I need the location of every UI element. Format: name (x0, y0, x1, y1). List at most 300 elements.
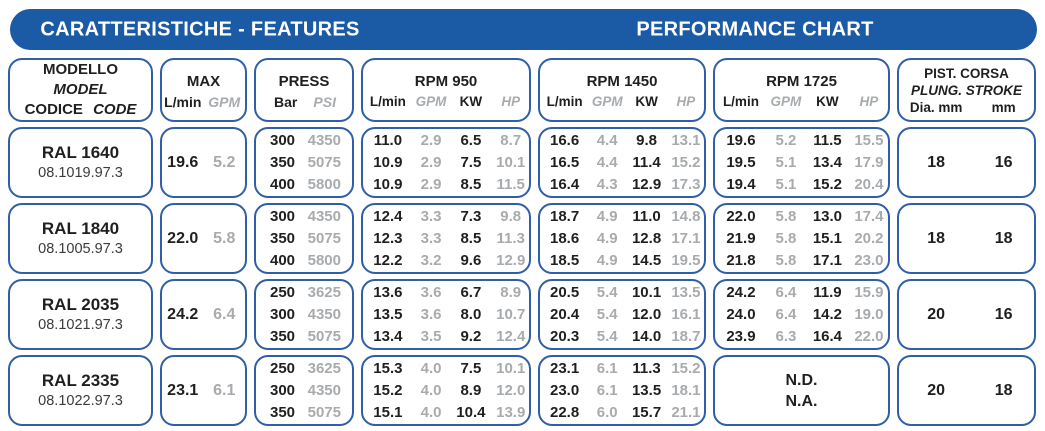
hp-value: 14.8 (671, 207, 701, 225)
lmin-unit: L/min (546, 94, 583, 109)
kw-unit: KW (816, 94, 839, 109)
rpm-row (540, 130, 704, 152)
dia-unit: Dia. mm (909, 100, 963, 115)
hp-value: 10.1 (496, 359, 526, 377)
gpm-value: 2.9 (420, 175, 442, 193)
kw-value: 7.5 (460, 359, 482, 377)
gpm-value: 4.3 (596, 175, 618, 193)
modello-label: MODELLO (43, 61, 118, 78)
hp-value: 12.4 (496, 327, 526, 345)
piston-units (899, 100, 1034, 115)
kw-value: 6.7 (460, 283, 482, 301)
rpm-row (363, 326, 529, 348)
lmin-value: 21.8 (726, 251, 756, 269)
rpm1725-cell (713, 203, 890, 274)
bar-value: 350 (270, 229, 296, 247)
rpm-row (363, 152, 529, 174)
rpm950-header-cell (361, 58, 531, 122)
piston-title2: PLUNG. STROKE (910, 83, 1022, 98)
rpm-row (363, 282, 529, 304)
gpm-value: 5.4 (596, 327, 618, 345)
kw-value: 13.0 (812, 207, 843, 225)
kw-value: 11.3 (632, 359, 661, 377)
lmin-value: 23.1 (549, 359, 580, 377)
hp-value: 17.1 (671, 229, 701, 247)
max-lmin-value: 19.6 (167, 153, 199, 171)
kw-value: 7.5 (460, 153, 482, 171)
hp-value: 23.0 (854, 251, 884, 269)
rpm1450-title: RPM 1450 (586, 73, 658, 90)
lmin-value: 19.6 (726, 131, 756, 149)
hp-value: 12.9 (496, 251, 526, 269)
lmin-value: 18.5 (549, 251, 580, 269)
gpm-value: 5.4 (596, 283, 618, 301)
code-label: CODE (93, 101, 137, 118)
model-code: 08.1019.97.3 (38, 165, 123, 181)
rpm950-cell (361, 355, 531, 426)
max-cell (160, 355, 247, 426)
max-values (162, 306, 245, 324)
gpm-value: 4.9 (596, 251, 618, 269)
max-values (162, 230, 245, 248)
model-cell (8, 279, 153, 350)
lmin-unit: L/min (722, 94, 759, 109)
hp-value: 17.4 (854, 207, 884, 225)
model-cell (8, 355, 153, 426)
bar-value: 300 (270, 207, 296, 225)
rpm-row (540, 358, 704, 380)
stroke-value: 18 (994, 381, 1013, 399)
bar-value: 300 (270, 131, 296, 149)
rpm1450-header-cell (538, 58, 706, 122)
psi-value: 4350 (307, 305, 341, 323)
lmin-value: 11.0 (373, 131, 403, 149)
rpm1725-na-cell (713, 355, 890, 426)
max-gpm-value: 5.2 (213, 153, 236, 171)
kw-value: 9.6 (460, 251, 482, 269)
lmin-value: 12.4 (373, 207, 403, 225)
gpm-value: 3.3 (420, 207, 442, 225)
press-units (256, 94, 352, 110)
hp-value: 15.5 (854, 131, 884, 149)
psi-value: 4350 (307, 131, 341, 149)
gpm-value: 3.6 (420, 283, 442, 301)
press-title: PRESS (278, 72, 330, 90)
kw-unit: KW (459, 94, 483, 109)
rpm950-cell (361, 127, 531, 198)
bar-value: 400 (270, 175, 296, 193)
stroke-value: 18 (994, 229, 1013, 247)
gpm-unit: GPM (591, 94, 623, 109)
lmin-value: 16.5 (549, 153, 580, 171)
lmin-value: 10.9 (373, 153, 403, 171)
lmin-value: 24.0 (726, 305, 756, 323)
hp-value: 13.9 (496, 403, 526, 421)
rpm-row (540, 282, 704, 304)
rpm1725-header-cell (713, 58, 890, 122)
max-header-cell (160, 58, 247, 122)
press-header-cell (254, 58, 354, 122)
hp-value: 19.0 (854, 305, 884, 323)
max-cell (160, 127, 247, 198)
rpm-row (540, 402, 704, 424)
kw-value: 6.5 (460, 131, 482, 149)
max-lmin-value: 23.1 (167, 381, 199, 399)
gpm-value: 4.0 (420, 403, 442, 421)
rpm-row (540, 228, 704, 250)
bar-unit: Bar (274, 93, 298, 110)
max-gpm-value: 6.1 (213, 381, 236, 399)
hp-value: 11.5 (496, 175, 525, 193)
gpm-value: 5.1 (775, 175, 797, 193)
gpm-value: 2.9 (420, 153, 442, 171)
hp-value: 19.5 (671, 251, 701, 269)
gpm-value: 5.8 (775, 229, 797, 247)
title-banner (10, 9, 1037, 50)
dia-value: 18 (927, 229, 946, 247)
psi-value: 5800 (307, 175, 341, 193)
hp-value: 15.9 (854, 283, 884, 301)
press-cell (254, 203, 354, 274)
model-label: MODEL (53, 81, 108, 98)
kw-value: 11.9 (813, 283, 842, 301)
rpm-row (715, 130, 888, 152)
psi-value: 5075 (307, 153, 341, 171)
lmin-value: 15.2 (373, 381, 403, 399)
dia-value: 20 (927, 381, 946, 399)
hp-value: 13.1 (671, 131, 701, 149)
rpm-row (363, 174, 529, 196)
lmin-value: 15.3 (373, 359, 403, 377)
hp-value: 12.0 (496, 381, 526, 399)
hp-value: 8.7 (500, 131, 522, 149)
gpm-unit: GPM (208, 93, 241, 110)
lmin-value: 16.4 (549, 175, 580, 193)
max-cell (160, 203, 247, 274)
press-cell (254, 355, 354, 426)
gpm-value: 3.5 (420, 327, 442, 345)
lmin-value: 12.3 (373, 229, 403, 247)
piston-values (899, 382, 1034, 400)
bar-value: 250 (270, 283, 296, 301)
hp-value: 17.3 (671, 175, 701, 193)
hp-value: 22.0 (854, 327, 884, 345)
na-label: N.A. (785, 392, 818, 410)
press-row (256, 358, 352, 380)
kw-value: 14.5 (631, 251, 662, 269)
performance-title: PERFORMANCE CHART (636, 18, 874, 40)
press-row (256, 228, 352, 250)
max-units (162, 94, 245, 110)
lmin-value: 24.2 (726, 283, 756, 301)
rpm-row (715, 326, 888, 348)
kw-value: 11.0 (632, 207, 661, 225)
rpm950-cell (361, 203, 531, 274)
kw-value: 14.2 (812, 305, 843, 323)
lmin-value: 13.4 (373, 327, 403, 345)
model-code: 08.1022.97.3 (38, 393, 123, 409)
kw-value: 12.9 (631, 175, 662, 193)
lmin-unit: L/min (369, 94, 406, 109)
rpm-row (540, 304, 704, 326)
max-lmin-value: 24.2 (167, 305, 199, 323)
stroke-value: 16 (994, 153, 1013, 171)
kw-value: 8.9 (460, 381, 482, 399)
piston-values (899, 230, 1034, 248)
lmin-value: 20.4 (549, 305, 580, 323)
hp-value: 15.2 (671, 359, 701, 377)
piston-cell (897, 279, 1036, 350)
rpm-row (715, 250, 888, 272)
gpm-value: 5.4 (596, 305, 618, 323)
psi-value: 5075 (307, 229, 341, 247)
piston-cell (897, 355, 1036, 426)
kw-value: 12.0 (631, 305, 662, 323)
gpm-value: 6.4 (775, 305, 797, 323)
rpm1450-units (540, 94, 704, 109)
psi-value: 5075 (307, 403, 341, 421)
rpm-row (363, 358, 529, 380)
press-row (256, 304, 352, 326)
max-gpm-value: 5.8 (213, 229, 236, 247)
hp-value: 15.2 (671, 153, 701, 171)
bar-value: 350 (270, 403, 296, 421)
hp-unit: HP (501, 94, 521, 109)
hp-value: 21.1 (671, 403, 701, 421)
model-name: RAL 2035 (41, 295, 120, 314)
rpm1725-title: RPM 1725 (766, 73, 837, 90)
rpm-row (363, 206, 529, 228)
lmin-value: 15.1 (373, 403, 403, 421)
rpm1450-cell (538, 127, 706, 198)
press-row (256, 250, 352, 272)
lmin-value: 23.9 (726, 327, 756, 345)
rpm-row (715, 174, 888, 196)
kw-value: 8.0 (460, 305, 482, 323)
rpm-row (540, 380, 704, 402)
rpm-row (715, 304, 888, 326)
hp-unit: HP (676, 94, 696, 109)
hp-value: 11.3 (496, 229, 525, 247)
kw-value: 13.5 (631, 381, 662, 399)
kw-value: 8.5 (460, 175, 482, 193)
press-row (256, 380, 352, 402)
gpm-value: 4.0 (420, 381, 442, 399)
gpm-value: 5.8 (775, 207, 797, 225)
gpm-value: 6.1 (596, 381, 618, 399)
gpm-value: 6.3 (775, 327, 797, 345)
rpm-row (715, 206, 888, 228)
lmin-unit: L/min (164, 93, 202, 110)
lmin-value: 22.0 (726, 207, 756, 225)
kw-value: 7.3 (460, 207, 482, 225)
gpm-value: 4.0 (420, 359, 442, 377)
lmin-value: 23.0 (549, 381, 580, 399)
gpm-value: 2.9 (420, 131, 442, 149)
press-row (256, 130, 352, 152)
max-values (162, 382, 245, 400)
piston-cell (897, 203, 1036, 274)
rpm-row (540, 326, 704, 348)
press-cell (254, 127, 354, 198)
press-row (256, 326, 352, 348)
rpm-row (715, 282, 888, 304)
kw-value: 9.2 (460, 327, 482, 345)
hp-value: 8.9 (500, 283, 522, 301)
psi-value: 4350 (307, 207, 341, 225)
rpm-row (363, 380, 529, 402)
model-name: RAL 1640 (41, 143, 120, 162)
kw-value: 8.5 (460, 229, 482, 247)
bar-value: 400 (270, 251, 296, 269)
lmin-value: 19.4 (726, 175, 756, 193)
gpm-value: 5.8 (775, 251, 797, 269)
lmin-value: 22.8 (549, 403, 580, 421)
press-row (256, 402, 352, 424)
psi-value: 3625 (307, 283, 341, 301)
gpm-value: 3.3 (420, 229, 442, 247)
psi-value: 5075 (307, 327, 341, 345)
piston-header-cell (897, 58, 1036, 122)
rpm1725-units (715, 94, 888, 109)
press-row (256, 174, 352, 196)
gpm-unit: GPM (415, 94, 447, 109)
hp-value: 18.1 (671, 381, 701, 399)
kw-value: 11.4 (632, 153, 661, 171)
press-row (256, 206, 352, 228)
piston-cell (897, 127, 1036, 198)
model-header-line2 (10, 100, 151, 120)
rpm-row (363, 250, 529, 272)
model-code: 08.1021.97.3 (38, 317, 123, 333)
stroke-unit: mm (991, 100, 1016, 115)
bar-value: 350 (270, 327, 296, 345)
rpm1725-cell (713, 127, 890, 198)
kw-value: 13.4 (812, 153, 843, 171)
gpm-value: 5.1 (775, 153, 797, 171)
piston-title1: PIST. CORSA (924, 66, 1009, 81)
hp-value: 16.1 (671, 305, 701, 323)
lmin-value: 18.7 (549, 207, 580, 225)
press-row (256, 282, 352, 304)
kw-value: 14.0 (631, 327, 662, 345)
hp-value: 13.5 (671, 283, 701, 301)
kw-value: 9.8 (636, 131, 657, 149)
model-code: 08.1005.97.3 (38, 241, 123, 257)
dia-value: 20 (927, 305, 946, 323)
max-gpm-value: 6.4 (213, 305, 236, 323)
bar-value: 300 (270, 381, 296, 399)
bar-value: 350 (270, 153, 296, 171)
hp-unit: HP (859, 94, 879, 109)
codice-label: CODICE (24, 101, 83, 118)
model-cell (8, 127, 153, 198)
rpm-row (540, 174, 704, 196)
lmin-value: 16.6 (549, 131, 580, 149)
rpm950-title: RPM 950 (414, 73, 478, 90)
rpm-row (540, 250, 704, 272)
rpm-row (715, 228, 888, 250)
bar-value: 300 (270, 305, 296, 323)
hp-value: 18.7 (671, 327, 701, 345)
rpm-row (540, 206, 704, 228)
gpm-value: 3.6 (420, 305, 442, 323)
nd-label: N.D. (785, 371, 818, 389)
rpm-row (363, 402, 529, 424)
rpm-row (363, 304, 529, 326)
stroke-value: 16 (994, 305, 1013, 323)
lmin-value: 20.5 (549, 283, 580, 301)
rpm1450-cell (538, 279, 706, 350)
model-header-cell (8, 58, 153, 122)
gpm-value: 4.9 (596, 207, 618, 225)
lmin-value: 13.5 (373, 305, 403, 323)
gpm-value: 3.2 (420, 251, 442, 269)
gpm-value: 6.1 (596, 359, 618, 377)
press-cell (254, 279, 354, 350)
hp-value: 17.9 (854, 153, 884, 171)
model-header-line1 (10, 60, 151, 100)
max-lmin-value: 22.0 (167, 229, 199, 247)
gpm-value: 4.4 (596, 153, 618, 171)
rpm1725-cell (713, 279, 890, 350)
psi-unit: PSI (313, 93, 336, 110)
gpm-unit: GPM (770, 94, 802, 109)
rpm1450-cell (538, 355, 706, 426)
rpm1450-cell (538, 203, 706, 274)
kw-value: 15.7 (631, 403, 662, 421)
kw-value: 11.5 (813, 131, 842, 149)
kw-value: 17.1 (812, 251, 843, 269)
kw-value: 15.2 (812, 175, 843, 193)
bar-value: 250 (270, 359, 296, 377)
lmin-value: 13.6 (373, 283, 403, 301)
kw-value: 10.4 (456, 403, 486, 421)
lmin-value: 10.9 (373, 175, 403, 193)
model-name: RAL 2335 (41, 371, 120, 390)
max-title: MAX (186, 72, 221, 90)
kw-value: 10.1 (631, 283, 662, 301)
psi-value: 5800 (307, 251, 341, 269)
rpm-row (715, 152, 888, 174)
kw-unit: KW (635, 94, 658, 109)
psi-value: 3625 (307, 359, 341, 377)
piston-values (899, 154, 1034, 172)
kw-value: 12.8 (631, 229, 662, 247)
lmin-value: 20.3 (549, 327, 580, 345)
model-name: RAL 1840 (41, 219, 120, 238)
dia-value: 18 (927, 153, 946, 171)
gpm-value: 4.9 (596, 229, 618, 247)
hp-value: 20.4 (854, 175, 884, 193)
performance-table (8, 58, 1036, 426)
features-title: CARATTERISTICHE - FEATURES (40, 18, 360, 40)
max-cell (160, 279, 247, 350)
lmin-value: 18.6 (549, 229, 580, 247)
psi-value: 4350 (307, 381, 341, 399)
rpm950-units (363, 94, 529, 109)
lmin-value: 12.2 (373, 251, 403, 269)
rpm-row (540, 152, 704, 174)
gpm-value: 5.2 (775, 131, 797, 149)
hp-value: 9.8 (500, 207, 522, 225)
lmin-value: 21.9 (726, 229, 756, 247)
max-values (162, 154, 245, 172)
kw-value: 16.4 (812, 327, 843, 345)
hp-value: 10.7 (496, 305, 526, 323)
piston-values (899, 306, 1034, 324)
gpm-value: 4.4 (596, 131, 618, 149)
